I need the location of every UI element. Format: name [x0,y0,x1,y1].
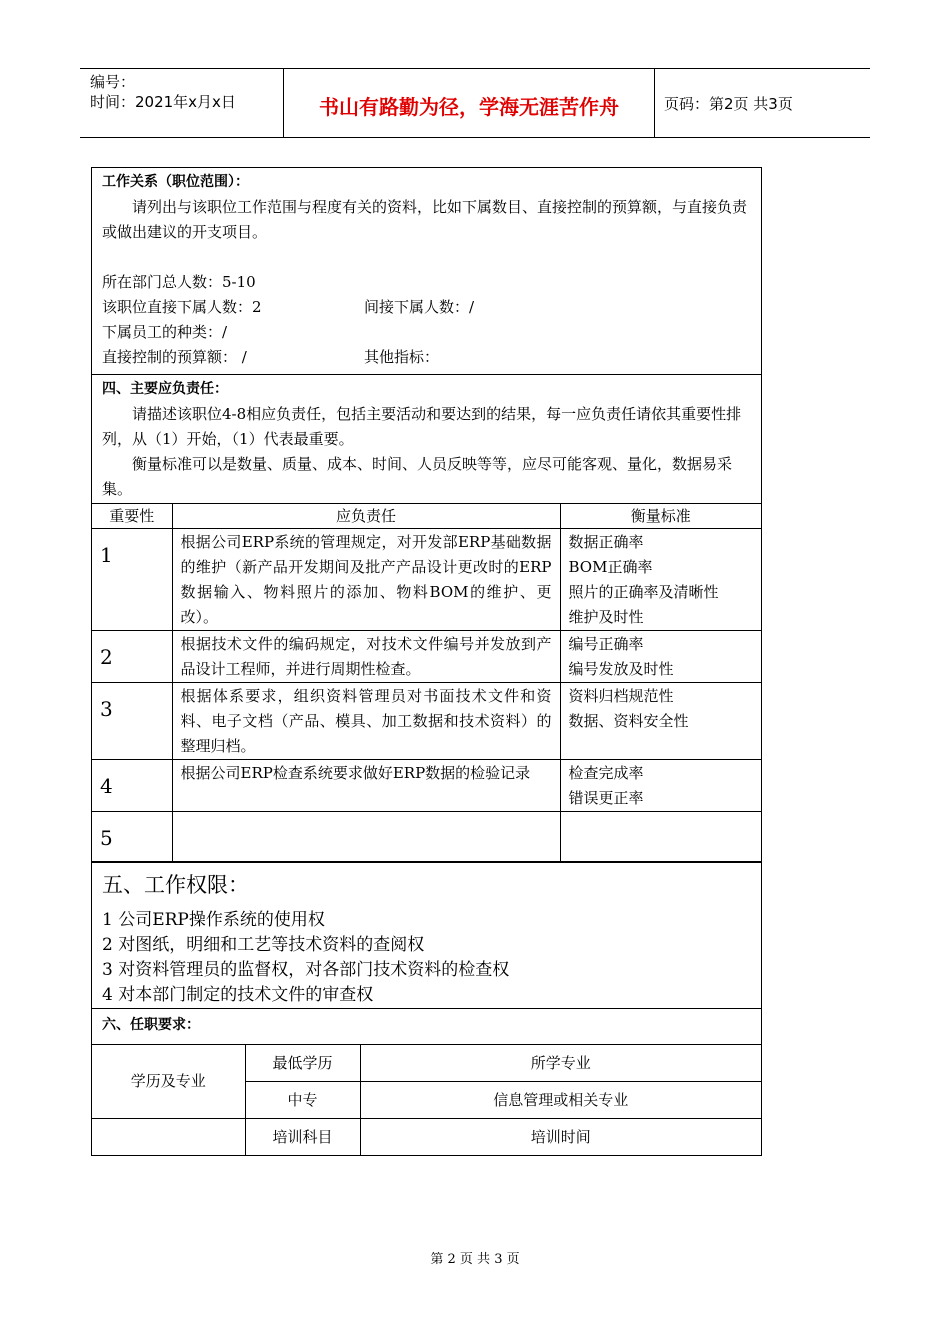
doc-number-label: 编号： [90,73,136,91]
page-footer: 第 2 页 共 3 页 [430,1252,520,1267]
responsibilities-table [92,504,761,862]
header-divider [654,69,655,137]
authority-item: 3 对资料管理员的监督权，对各部门技术资料的检查权 [102,960,510,980]
standard-cell [560,631,761,683]
doc-time-label: 时间：2021年x月x日 [90,93,236,111]
standard-cell [560,812,761,862]
requirements-table-wrap [92,1045,761,1155]
standard-cell [560,529,761,631]
header-page-number: 页码：第2页 共3页 [664,95,793,113]
work-relation-instruction: 请列出与该职位工作范围与程度有关的资料，比如下属数目、直接控制的预算额，与直接负责或做出建议的开支项目。 [102,198,748,241]
table-header-row [92,504,761,529]
standard-cell [560,683,761,760]
work-relation-section [92,168,761,375]
responsibilities-instruction-2: 衡量标准可以是数量、质量、成本、时间、人员反映等等，应尽可能客观、量化，数据易采集。 [102,455,733,498]
standard-item: 错误更正率 [568,789,644,807]
edu-label-cell: 学历及专业 [92,1045,245,1119]
authority-title: 五、工作权限： [102,873,249,897]
table-row [92,1045,761,1082]
responsibilities-title: 四、主要应负责任： [102,381,228,397]
importance-cell: 2 [92,631,172,683]
table-row [92,683,761,760]
duty-cell: 根据公司ERP检查系统要求做好ERP数据的检验记录 [172,760,560,812]
standard-item: BOM正确率 [568,558,653,576]
col-header-standard: 衡量标准 [560,504,761,529]
standard-item: 编号正确率 [568,635,644,653]
duty-cell: 根据体系要求，组织资料管理员对书面技术文件和资料、电子文档（产品、模具、加工数据和技术资料）的整理归档。 [172,683,560,760]
standard-item: 维护及时性 [568,608,644,626]
importance-cell: 4 [92,760,172,812]
responsibilities-table-wrap [92,504,761,863]
responsibilities-instruction-1: 请描述该职位4-8相应负责任，包括主要活动和要达到的结果，每一应负责任请依其重要性排列，从（1）开始，（1）代表最重要。 [102,405,742,448]
other-metrics: 其他指标： [364,348,440,366]
duty-cell: 根据技术文件的编码规定，对技术文件编号并发放到产品设计工程师，并进行周期性检查。 [172,631,560,683]
duty-cell [172,812,560,862]
col-header-duty: 应负责任 [172,504,560,529]
importance-cell: 1 [92,529,172,631]
requirements-title-block [92,1009,761,1045]
standard-item: 照片的正确率及清晰性 [568,583,719,601]
table-row [92,760,761,812]
min-edu-value: 中专 [245,1082,360,1119]
dept-total: 所在部门总人数：5-10 [102,273,256,291]
col-header-importance: 重要性 [92,504,172,529]
importance-cell: 3 [92,683,172,760]
direct-reports: 该职位直接下属人数：2 [102,298,262,316]
table-row [92,631,761,683]
authority-item: 1 公司ERP操作系统的使用权 [102,910,325,930]
requirements-title: 六、任职要求： [102,1017,200,1033]
table-row [92,1119,761,1156]
major-value: 信息管理或相关专业 [360,1082,761,1119]
duty-cell: 根据公司ERP系统的管理规定，对开发部ERP基础数据的维护（新产品开发期间及批产产品设计更改时的ERP数据输入、物料照片的添加、物料BOM的维护、更改）。 [172,529,560,631]
importance-cell: 5 [92,812,172,862]
responsibilities-intro [92,375,761,504]
training-time-header: 培训时间 [360,1119,761,1156]
standard-item: 数据、资料安全性 [568,712,689,730]
standard-item: 数据正确率 [568,533,644,551]
min-edu-header: 最低学历 [245,1045,360,1082]
staff-types: 下属员工的种类：/ [102,323,228,341]
standard-item: 资料归档规范性 [568,687,674,705]
major-header: 所学专业 [360,1045,761,1082]
authority-item: 2 对图纸，明细和工艺等技术资料的查阅权 [102,935,425,955]
indirect-reports: 间接下属人数：/ [364,298,475,316]
authority-item: 4 对本部门制定的技术文件的审查权 [102,985,374,1005]
standard-item: 编号发放及时性 [568,660,674,678]
standard-cell [560,760,761,812]
header-meta [90,72,236,112]
table-row [92,529,761,631]
job-description-form [91,167,762,1156]
standard-item: 检查完成率 [568,764,644,782]
header-motto: 书山有路勤为径，学海无涯苦作舟 [319,95,619,119]
budget: 直接控制的预算额： / [102,348,247,366]
table-row [92,812,761,862]
authority-section [92,873,761,1009]
requirements-table [92,1045,761,1155]
work-relation-title: 工作关系（职位范围）： [102,174,249,190]
page-header [80,68,870,138]
training-subject-header: 培训科目 [245,1119,360,1156]
empty-cell [92,1119,245,1156]
